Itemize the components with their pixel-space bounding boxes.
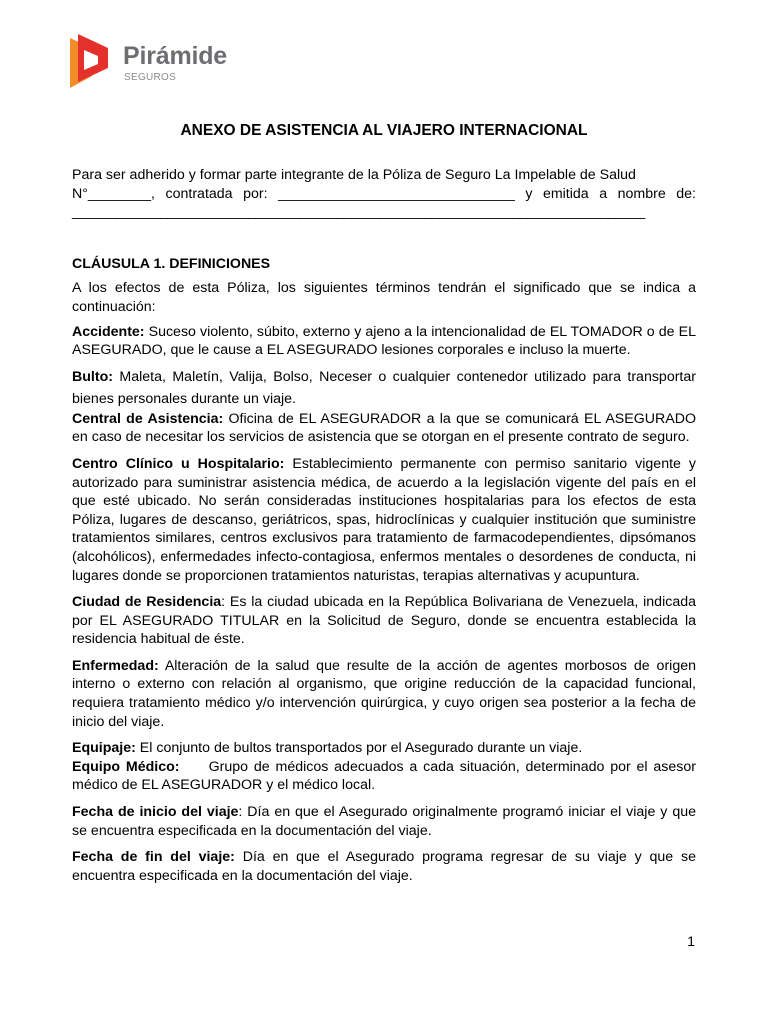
document-title: ANEXO DE ASISTENCIA AL VIAJERO INTERNACIONAL bbox=[180, 122, 588, 139]
intro-paragraph bbox=[72, 166, 696, 222]
definition-text: Oficina de EL ASEGURADOR a la que se comunicará EL ASEGURADO en caso de necesitar los servicios de asistencia que se otorgan en el presente contrato de seguro. bbox=[72, 410, 696, 446]
definition-fecha-inicio bbox=[72, 803, 696, 840]
brand-name: Pirámide bbox=[123, 42, 228, 70]
intro-line: ______________________________________________________________________________ bbox=[72, 204, 645, 221]
intro-line: N°________, contratada por: ______________________________ y emitida a nombre de: bbox=[72, 185, 696, 202]
definition-ciudad-residencia bbox=[72, 593, 696, 649]
definition-text: : Día en que el Asegurado originalmente programó iniciar el viaje y que se encuentra especificada en la documentación del viaje. bbox=[72, 804, 696, 839]
pyramid-logo-icon bbox=[68, 34, 110, 90]
page-number: 1 bbox=[687, 934, 695, 950]
definition-term: Accidente: bbox=[72, 323, 145, 340]
definition-term: Bulto: bbox=[72, 368, 113, 385]
definition-text: Grupo de médicos adecuados a cada situación, determinado por el asesor médico de EL ASEGURADOR y el médico local. bbox=[72, 758, 700, 794]
definition-fecha-fin bbox=[72, 848, 696, 885]
definition-text: Suceso violento, súbito, externo y ajeno a la intencionalidad de EL TOMADOR o de EL ASEGURADO, que le cause a EL ASEGURADO lesiones corporales e incluso la muerte. bbox=[72, 323, 696, 359]
definition-equipaje bbox=[72, 739, 696, 758]
definition-centro-clinico bbox=[72, 455, 696, 585]
definition-enfermedad bbox=[72, 657, 696, 731]
definition-term: Centro Clínico u Hospitalario: bbox=[72, 455, 285, 472]
definition-text: Alteración de la salud que resulte de la acción de agentes morbosos de origen interno o externo con relación al organismo, que origine reducción de la capacidad funcional, requiera tratamiento médico y/o intervención quirúrgica, y cuyo origen sea posterior a la fecha de inicio del viaje. bbox=[72, 657, 696, 730]
definition-text: Maleta, Maletín, Valija, Bolso, Neceser o cualquier contenedor utilizado para transportar bienes personales durante un viaje. bbox=[72, 368, 696, 407]
definition-term: Ciudad de Residencia bbox=[72, 594, 222, 611]
definition-term: Equipo Médico: bbox=[72, 758, 180, 775]
definition-accidente bbox=[72, 323, 696, 360]
definition-term: Central de Asistencia: bbox=[72, 410, 224, 427]
definition-term: Enfermedad: bbox=[72, 657, 159, 674]
definition-text: : Es la ciudad ubicada en la República Bolivariana de Venezuela, indicada por EL ASEGURADO TITULAR en la Solicitud de Seguro, donde se encuentra establecida la residencia habitual de éste. bbox=[72, 594, 696, 648]
definition-bulto bbox=[72, 366, 696, 410]
definition-central-asistencia bbox=[72, 410, 696, 447]
intro-line: Para ser adherido y formar parte integrante de la Póliza de Seguro La Impelable de Salud bbox=[72, 167, 636, 183]
definition-text: Día en que el Asegurado programa regresar de su viaje y que se encuentra especificada en la documentación del viaje. bbox=[72, 849, 696, 884]
section-intro: A los efectos de esta Póliza, los siguientes términos tendrán el significado que se indica a continuación: bbox=[72, 280, 696, 315]
definition-term: Fecha de inicio del viaje bbox=[72, 804, 239, 821]
document-body bbox=[72, 166, 700, 885]
brand-tagline: SEGUROS bbox=[124, 72, 177, 83]
definition-text: El conjunto de bultos transportados por el Asegurado durante un viaje. bbox=[135, 740, 583, 757]
definition-term: Fecha de fin del viaje: bbox=[72, 849, 235, 866]
section-heading: CLÁUSULA 1. DEFINICIONES bbox=[72, 255, 271, 272]
definition-term: Equipaje: bbox=[72, 740, 136, 757]
definition-text: Establecimiento permanente con permiso sanitario vigente y autorizado para suministrar asistencia médica, de acuerdo a la legislación vigente del país en el que esté ubicado. No serán consideradas instituciones hospitalarias para los efectos de esta Póliza, lugares de descanso, geriátricos, spas, hidroclínicas y cualquier institución que suministre tratamientos similares, centros exclusivos para tratamiento de farmacodependientes, dipsómanos (alcohólicos), enfermedades infecto-contagiosa, enfermos mentales o desordenes de conducta, ni lugares donde se proporcionen tratamientos naturistas, terapias alternativas y acupuntura. bbox=[72, 455, 696, 584]
definition-equipo-medico bbox=[72, 758, 700, 795]
